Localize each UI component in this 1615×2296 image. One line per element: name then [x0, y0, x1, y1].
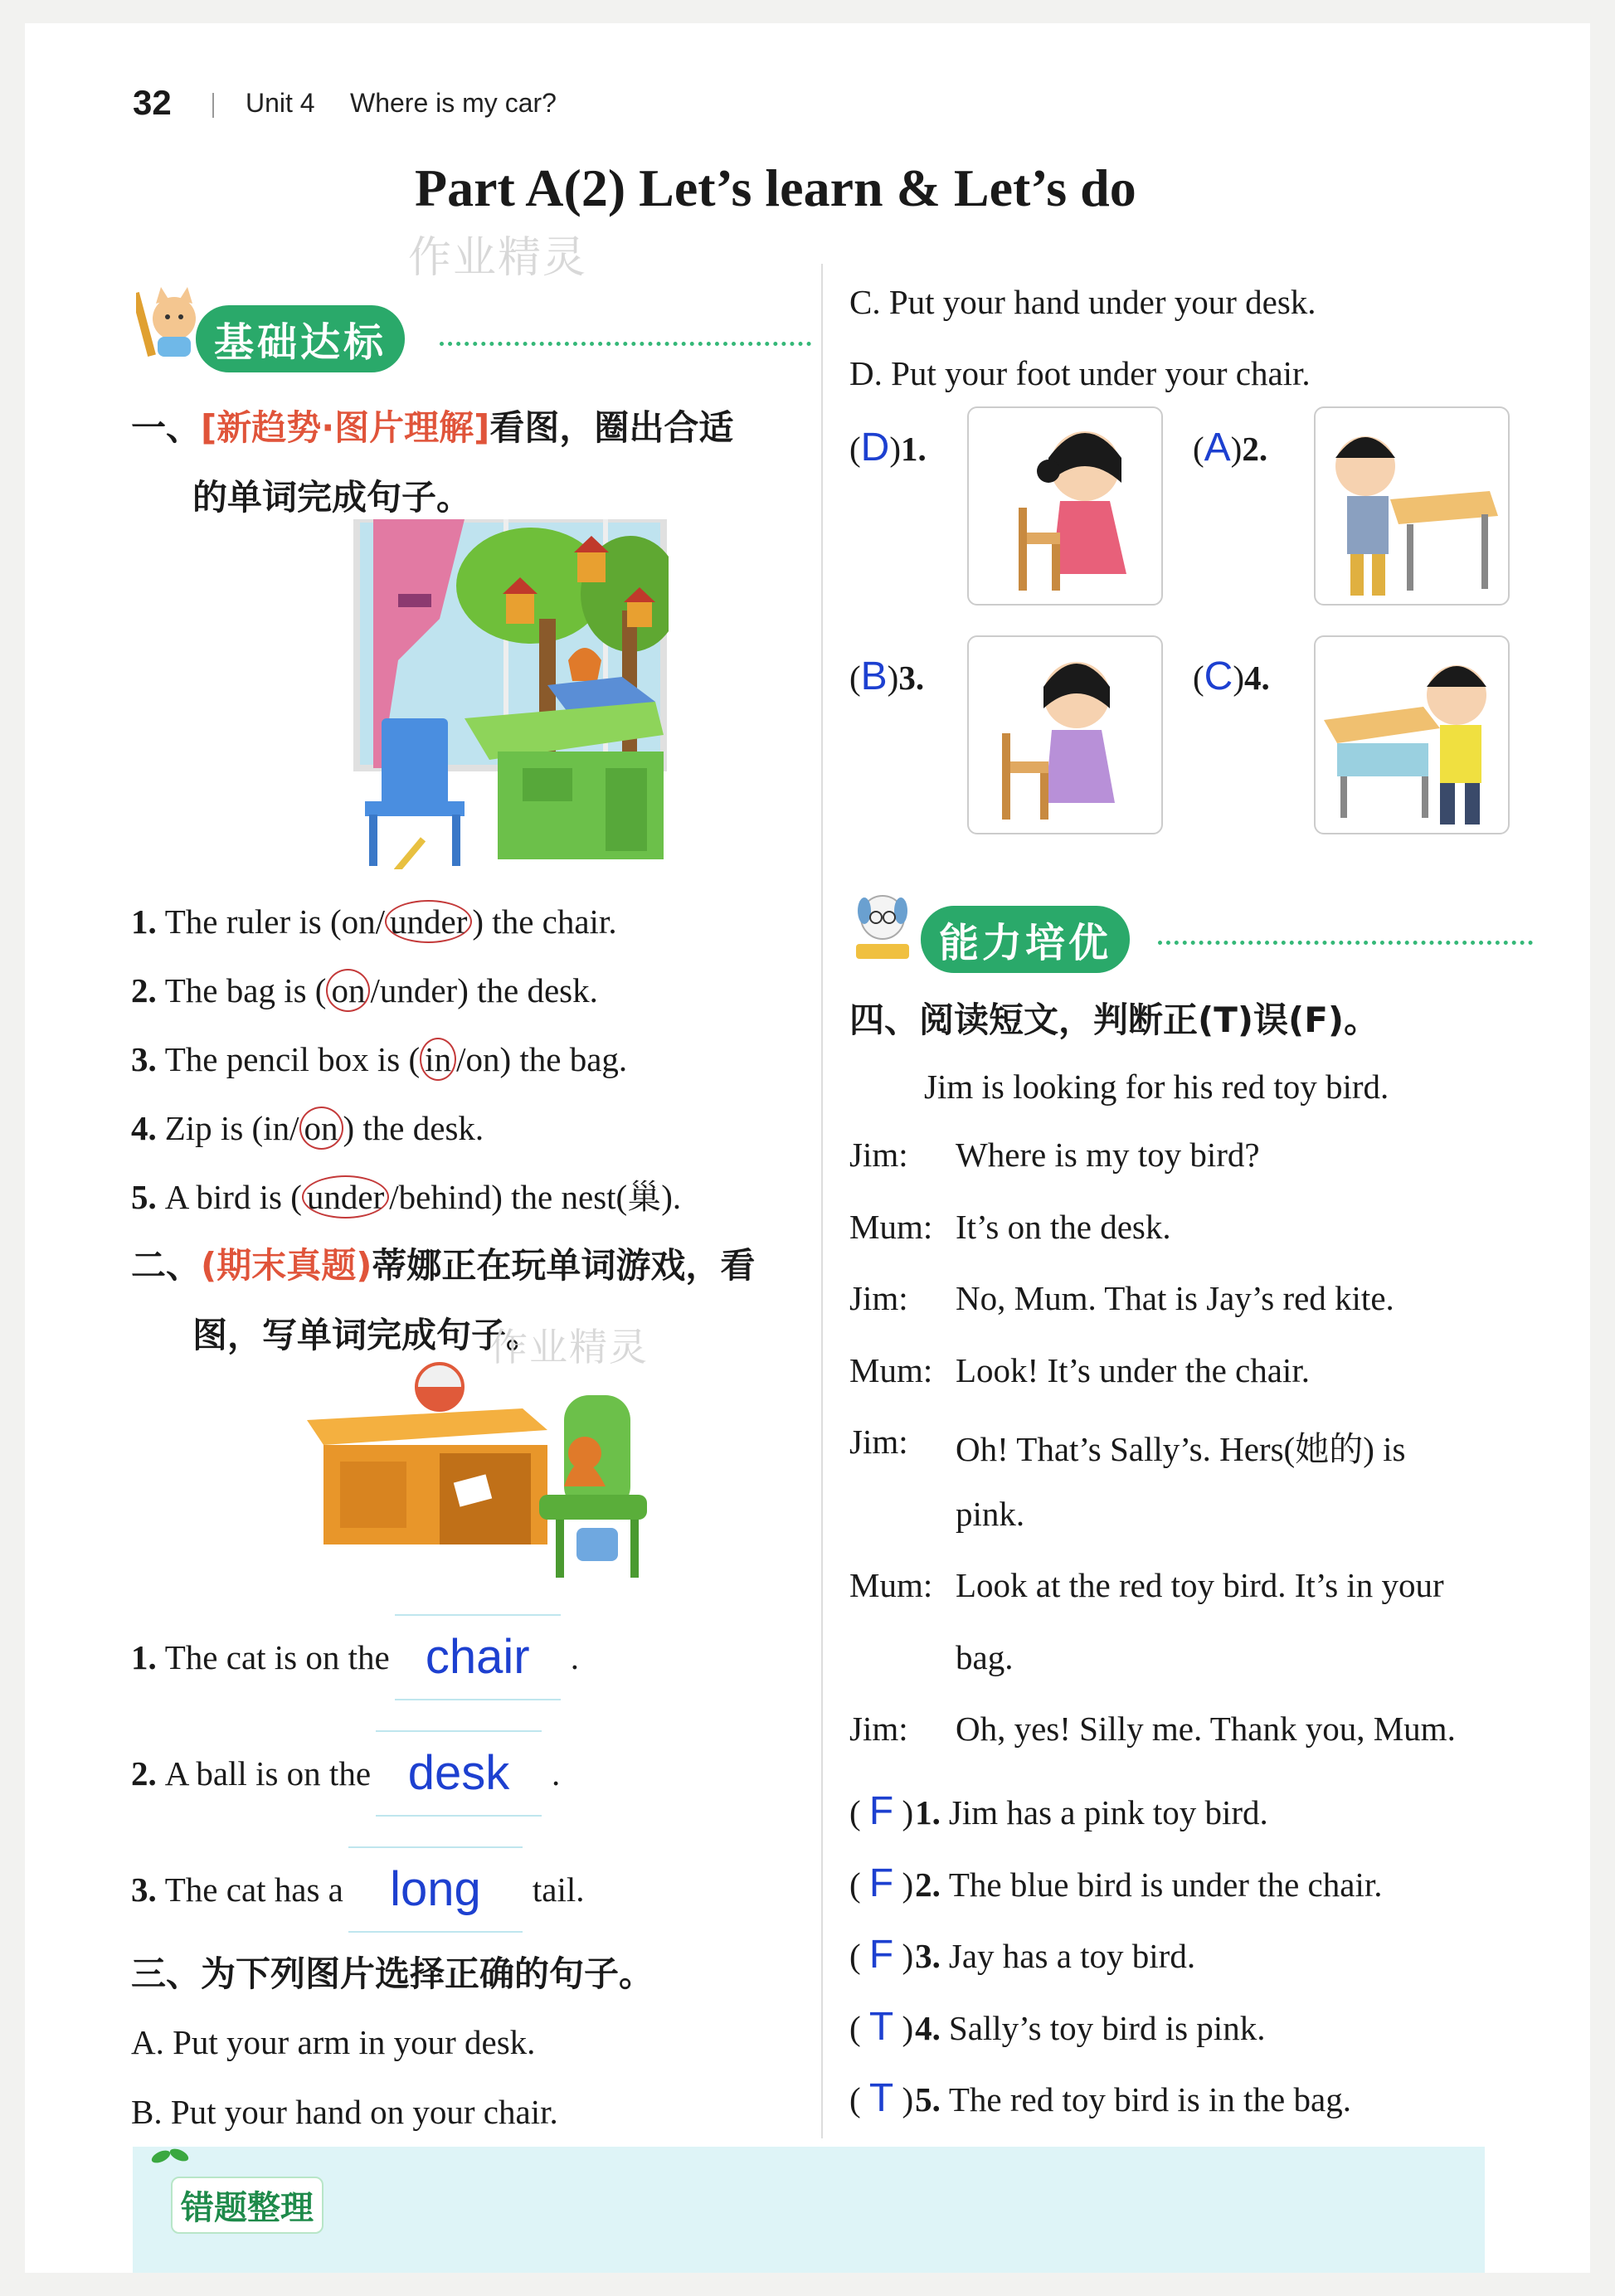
q1-item [131, 961, 811, 1030]
item-number: 2. [131, 971, 157, 1009]
option-1: in [420, 1038, 456, 1081]
answer-text: desk [407, 1746, 510, 1800]
judgement-answer: T [868, 2076, 894, 2120]
paren-open: ( [849, 1865, 869, 1904]
q4-instruction: 四、阅读短文，判断正(T)误(F)。 [849, 1000, 1379, 1040]
dialogue-text: Oh! That’s Sally’s. Hers(她的) is [956, 1430, 1406, 1468]
dog-mascot-icon [849, 889, 916, 964]
item-number: 3. [915, 1937, 941, 1975]
dialogue-line [849, 1350, 1579, 1423]
girl-hand-chair-picture [967, 635, 1163, 834]
speaker-name: Jim: [849, 1423, 908, 1461]
item-text-post: ) the bag. [499, 1040, 628, 1078]
paren-open: ( [849, 2080, 869, 2118]
dialogue-line [849, 1494, 1579, 1566]
q3-option-d: D. Put your foot under your chair. [849, 354, 1311, 392]
option-1: on [341, 902, 376, 941]
item-number: 2. [915, 1865, 941, 1904]
dialogue-text: pink. [956, 1494, 1025, 1533]
q3-option-a: A. Put your arm in your desk. [131, 2023, 536, 2061]
q2-item [131, 1715, 811, 1831]
item-number: 1. [915, 1793, 941, 1831]
judgement-text: The blue bird is under the chair. [948, 1865, 1383, 1904]
judgement-answer: T [868, 2004, 894, 2049]
q1-item [131, 1099, 811, 1168]
item-text-pre: A ball is on the [164, 1754, 372, 1793]
item-text-post: ) the desk. [457, 971, 598, 1009]
option-1: in [263, 1109, 290, 1147]
option-2: behind [398, 1178, 492, 1216]
dialogue-line [849, 1565, 1579, 1637]
dialogue-line [849, 1207, 1579, 1279]
item-number: 3. [131, 1040, 157, 1078]
speaker-name: Jim: [849, 1710, 908, 1748]
dialogue-text: Look! It’s under the chair. [956, 1350, 1310, 1389]
speaker-name: Mum: [849, 1350, 933, 1389]
unit-title: Where is my car? [350, 88, 557, 118]
speaker-name: Mum: [849, 1207, 933, 1246]
q3-option-b: B. Put your hand on your chair. [131, 2093, 558, 2131]
q1-item [131, 1030, 811, 1099]
option-2: on [465, 1040, 500, 1078]
paren-close: ) [893, 2008, 914, 2047]
q2-item [131, 1599, 811, 1715]
error-notes-label: 错题整理 [171, 2177, 323, 2234]
item-text-post: . [552, 1754, 561, 1793]
item-number: 4. [915, 2008, 941, 2047]
leaf-icon [149, 2143, 191, 2168]
dotted-rule [440, 342, 811, 346]
dialogue-line [849, 1709, 1579, 1781]
paren-close: ) [893, 1793, 914, 1831]
judgement-answer: F [868, 1933, 894, 1977]
dialogue-text: bag. [956, 1637, 1014, 1676]
page-number: 32 [133, 83, 172, 122]
judgement-text: Jay has a toy bird. [948, 1937, 1196, 1975]
item-text-post: ) the chair. [472, 902, 617, 941]
item-number: 5. [131, 1178, 157, 1216]
cat-mascot-icon [136, 285, 202, 360]
desk-chair-cat-illustration [290, 1362, 664, 1586]
judgement-text: Sally’s toy bird is pink. [948, 2008, 1266, 2047]
paren-open: ( [849, 1937, 869, 1975]
item-number: 1. [131, 902, 157, 941]
q2-item [131, 1831, 811, 1948]
judgement-item [849, 2075, 1579, 2148]
q2-instruction: 二、(期末真题)蒂娜正在玩单词游戏，看 图，写单词完成句子。 [131, 1245, 756, 1355]
judgement-item [849, 1861, 1579, 1933]
item-text-pre: The ruler is ( [164, 902, 342, 941]
paren-open: ( [849, 1793, 869, 1831]
q1-item [131, 1168, 811, 1237]
item-text-pre: The bag is ( [164, 971, 327, 1009]
q1-items [131, 893, 811, 1237]
badge-basic: 基础达标 [196, 305, 405, 372]
q3-answer-3: (B)3. [849, 654, 925, 698]
item-text-post: . [570, 1638, 579, 1676]
item-text-post: tail. [532, 1870, 585, 1909]
answer-blank [376, 1730, 542, 1817]
column-divider [821, 264, 823, 2138]
speaker-name: Jim: [849, 1136, 908, 1174]
judgement-item [849, 1932, 1579, 2004]
speaker-name: Mum: [849, 1566, 933, 1604]
q1-instruction: 一、[新趋势·图片理解]看图，圈出合适 的单词完成句子。 [131, 407, 734, 518]
q4-intro: Jim is looking for his red toy bird. [924, 1068, 1389, 1106]
option-1: on [326, 969, 370, 1012]
item-text-pre: The cat has a [164, 1870, 343, 1909]
badge-ability: 能力培优 [921, 906, 1130, 973]
judgement-text: Jim has a pink toy bird. [948, 1793, 1268, 1831]
q4-dialogue [849, 1135, 1579, 1781]
judgement-item [849, 2004, 1579, 2076]
watermark: 作业精灵 [408, 233, 588, 283]
item-number: 5. [915, 2080, 941, 2118]
paren-close: ) [893, 1937, 914, 1975]
boy-desk-picture [1314, 406, 1510, 606]
header-separator [212, 93, 214, 118]
page-title: Part A(2) Let’s learn & Let’s do [415, 158, 1136, 217]
dialogue-text: No, Mum. That is Jay’s red kite. [956, 1279, 1394, 1317]
item-text-pre: Zip is ( [164, 1109, 264, 1147]
item-number: 2. [131, 1754, 157, 1793]
option-2: under [385, 900, 472, 943]
item-number: 3. [131, 1870, 157, 1909]
item-text-pre: A bird is ( [164, 1178, 302, 1216]
judgement-answer: F [868, 1789, 894, 1833]
item-text-post: ) the desk. [343, 1109, 484, 1147]
item-number: 4. [131, 1109, 157, 1147]
option-separator: / [389, 1178, 399, 1216]
q3-answer-2: (A)2. [1193, 426, 1268, 469]
dialogue-line [849, 1278, 1579, 1350]
classroom-illustration [274, 519, 669, 869]
answer-blank [348, 1846, 523, 1933]
unit-label: Unit 4 [246, 88, 315, 118]
item-text-pre: The cat is on the [164, 1638, 390, 1676]
watermark-2: 作业精灵 [489, 1325, 649, 1369]
q3-answer-1: (D)1. [849, 426, 927, 469]
judgement-answer: F [868, 1861, 894, 1905]
q4-judgements [849, 1788, 1579, 2148]
speaker-name: Jim: [849, 1279, 908, 1317]
answer-text: chair [425, 1630, 530, 1684]
option-separator: / [456, 1040, 466, 1078]
answer-text: long [390, 1862, 481, 1916]
workbook-page [25, 23, 1590, 2273]
q3-option-c: C. Put your hand under your desk. [849, 283, 1316, 321]
option-separator: / [370, 971, 380, 1009]
judgement-text: The red toy bird is in the bag. [948, 2080, 1351, 2118]
q2-items [131, 1599, 811, 1948]
error-notes-area [133, 2147, 1485, 2273]
item-text-pre: The pencil box is ( [164, 1040, 421, 1078]
paren-close: ) [893, 2080, 914, 2118]
dialogue-line [849, 1637, 1579, 1710]
option-2: under [379, 971, 458, 1009]
paren-open: ( [849, 2008, 869, 2047]
dialogue-line [849, 1135, 1579, 1207]
option-1: under [302, 1175, 389, 1219]
option-separator: / [289, 1109, 299, 1147]
dialogue-line [849, 1422, 1579, 1494]
dialogue-text: Oh, yes! Silly me. Thank you, Mum. [956, 1710, 1456, 1748]
q3-instruction: 三、为下列图片选择正确的句子。 [131, 1953, 654, 1994]
judgement-item [849, 1788, 1579, 1861]
dialogue-text: Look at the red toy bird. It’s in your [956, 1566, 1444, 1604]
q1-item [131, 893, 811, 961]
answer-blank [395, 1614, 561, 1700]
dialogue-text: It’s on the desk. [956, 1207, 1171, 1246]
dotted-rule-2 [1158, 941, 1533, 945]
item-text-post: ) the nest(巢). [491, 1178, 682, 1216]
dialogue-text: Where is my toy bird? [956, 1136, 1260, 1174]
option-separator: / [375, 902, 386, 941]
paren-close: ) [893, 1865, 914, 1904]
item-number: 1. [131, 1638, 157, 1676]
girl-chair-picture [967, 406, 1163, 606]
q3-answer-4: (C)4. [1193, 654, 1270, 698]
option-2: on [299, 1107, 343, 1150]
boy-under-desk-picture [1314, 635, 1510, 834]
